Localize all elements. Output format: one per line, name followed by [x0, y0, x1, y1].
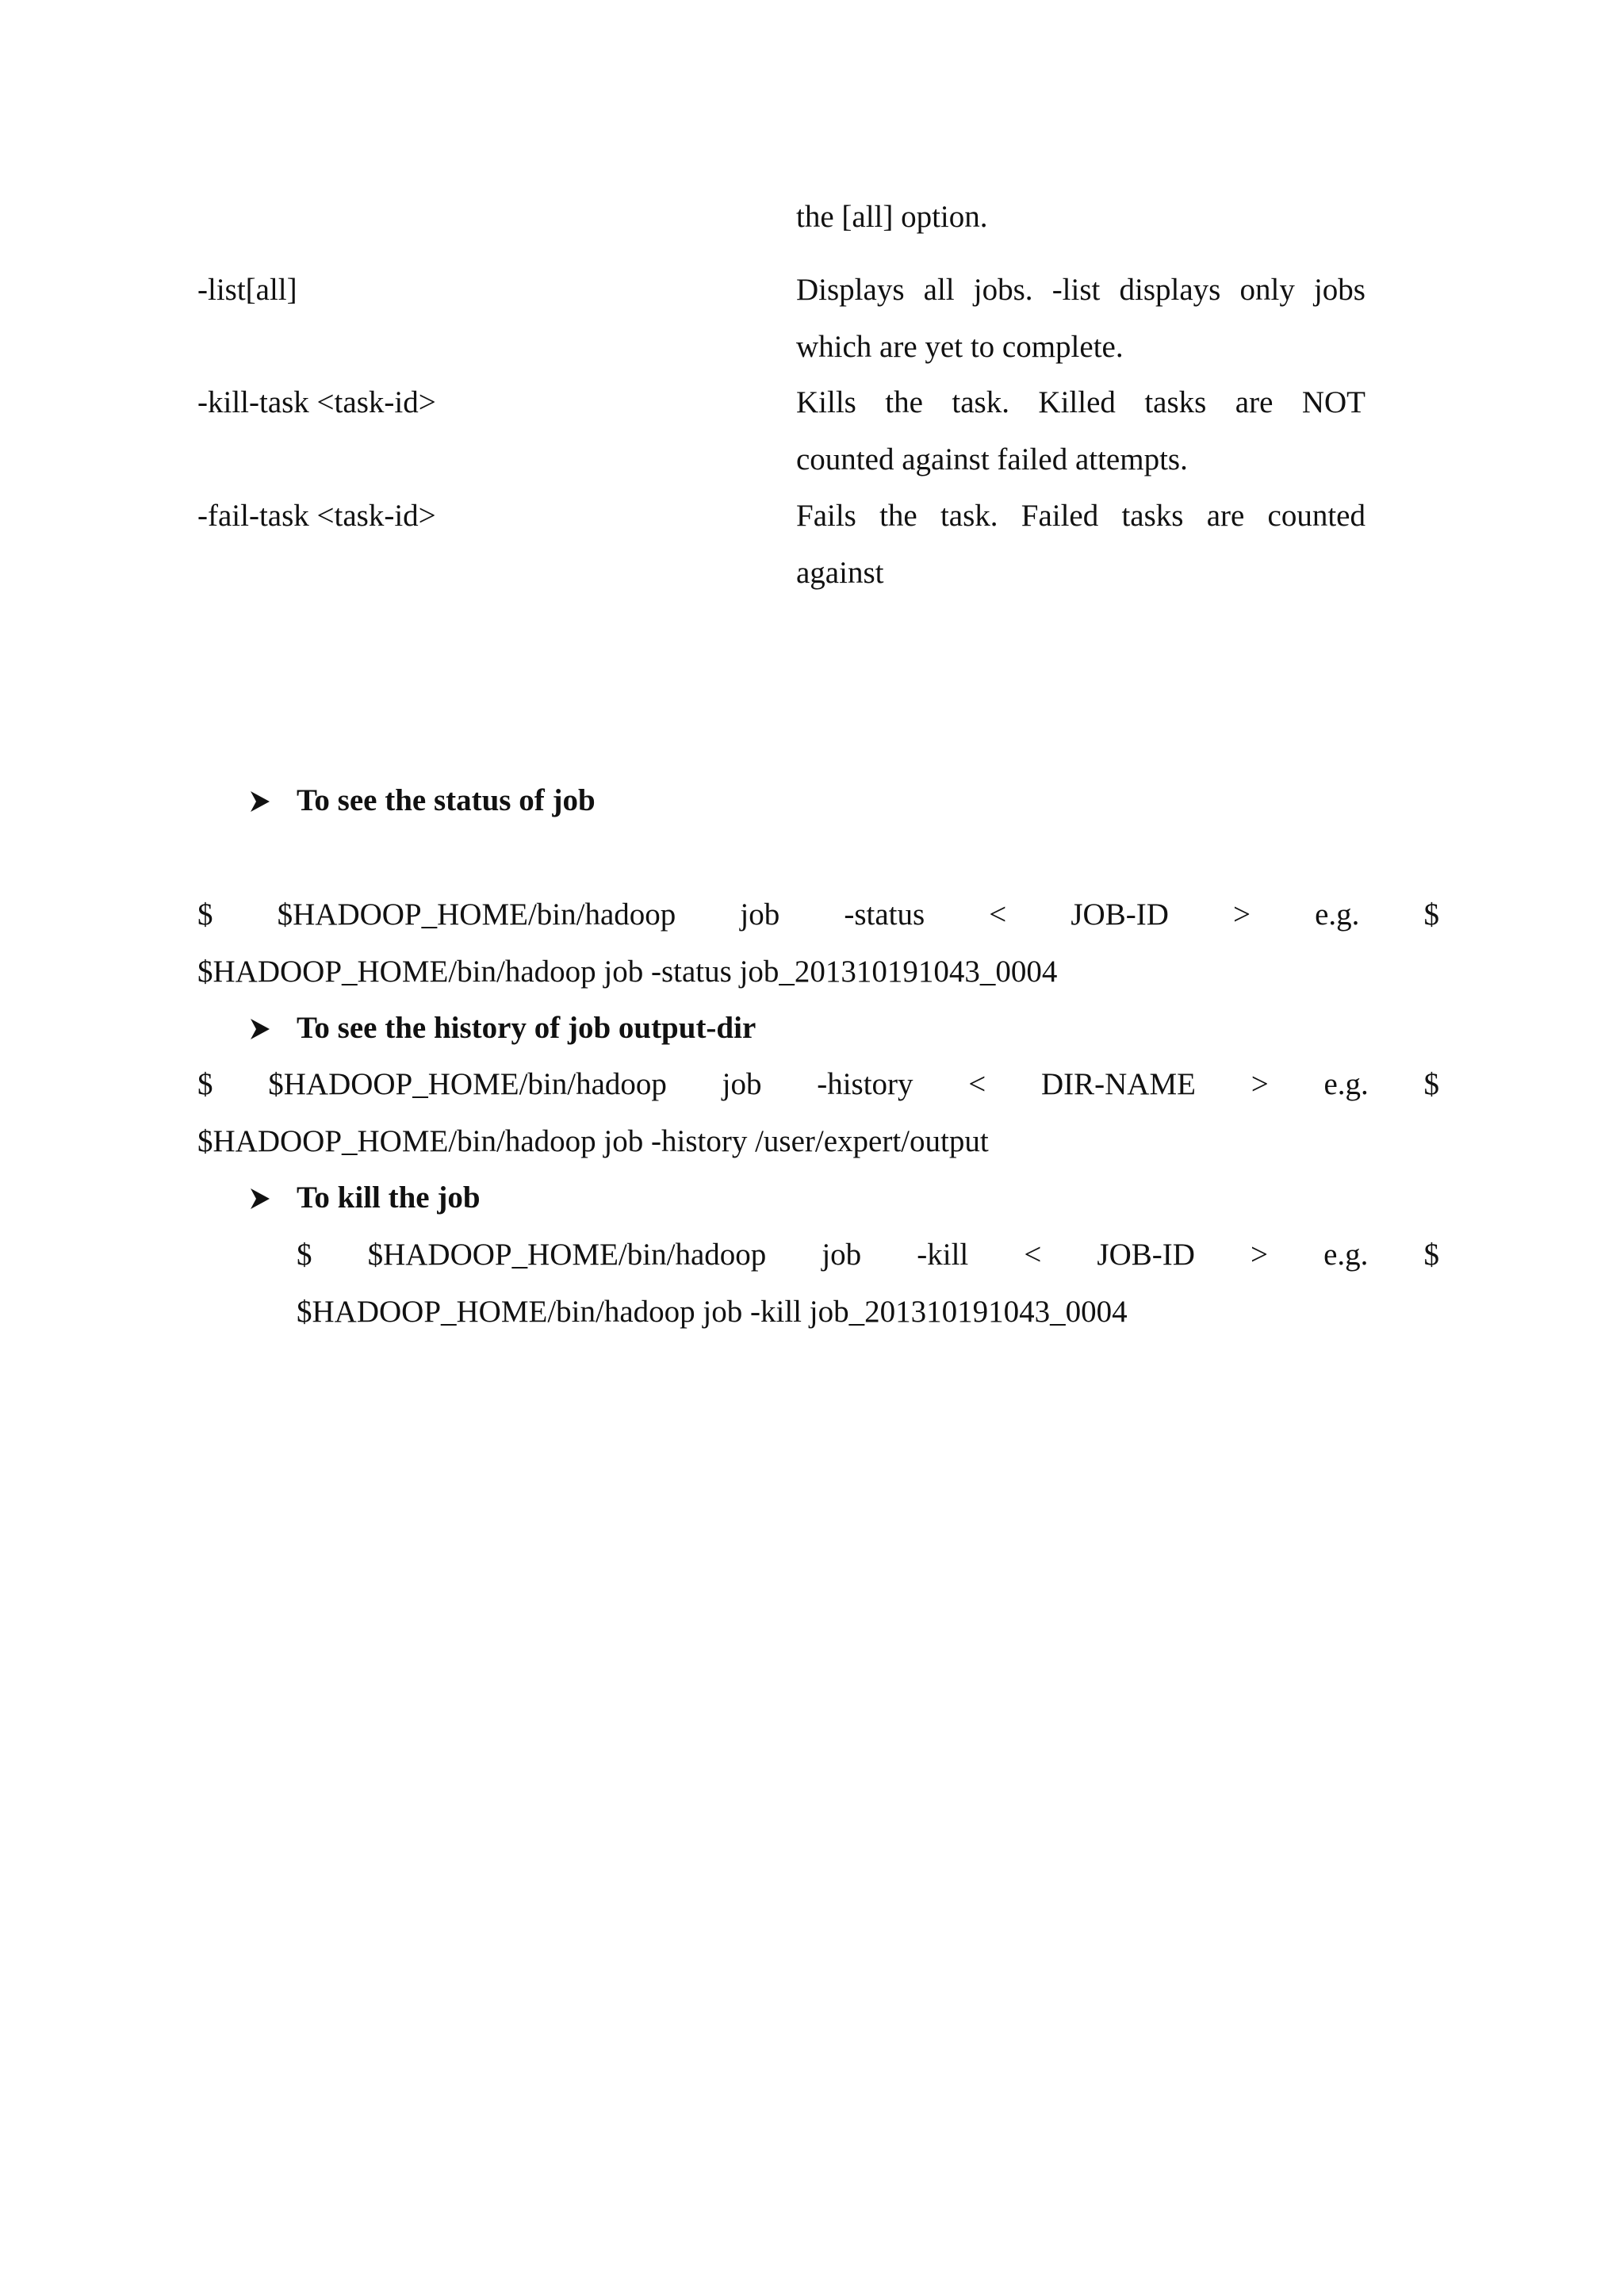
table-row-description-cont: counted against failed attempts. [796, 442, 1188, 476]
command-line-cont: $HADOOP_HOME/bin/hadoop job -kill job_201310191043_0004 [297, 1295, 1128, 1329]
section-heading: To see the status of job [297, 783, 596, 817]
table-row-description-cont: against [796, 556, 884, 590]
table-row-description: Fails the task. Failed tasks are counted [796, 499, 1365, 533]
section-heading: To kill the job [297, 1181, 481, 1215]
table-row-command: -kill-task <task-id> [197, 385, 436, 419]
table-row-description: Displays all jobs. -list displays only jobs [796, 273, 1365, 307]
arrowhead-bullet-icon [249, 790, 271, 813]
command-line-cont: $HADOOP_HOME/bin/hadoop job -history /user/expert/output [197, 1124, 989, 1158]
table-row-description: Kills the task. Killed tasks are NOT [796, 385, 1365, 419]
command-line: $ $HADOOP_HOME/bin/hadoop job -status < JOB-ID > e.g. $ [197, 897, 1439, 932]
table-row-description-cont: which are yet to complete. [796, 330, 1124, 364]
arrowhead-bullet-icon [249, 1187, 271, 1211]
command-line: $ $HADOOP_HOME/bin/hadoop job -kill < JOB-ID > e.g. $ [297, 1238, 1439, 1272]
command-line: $ $HADOOP_HOME/bin/hadoop job -history < DIR-NAME > e.g. $ [197, 1067, 1439, 1101]
table-continuation-text: the [all] option. [796, 200, 988, 234]
table-row-command: -list[all] [197, 273, 297, 307]
arrowhead-bullet-icon [249, 1017, 271, 1041]
command-line-cont: $HADOOP_HOME/bin/hadoop job -status job_201310191043_0004 [197, 955, 1058, 989]
table-row-command: -fail-task <task-id> [197, 499, 436, 533]
section-heading: To see the history of job output-dir [297, 1011, 756, 1045]
